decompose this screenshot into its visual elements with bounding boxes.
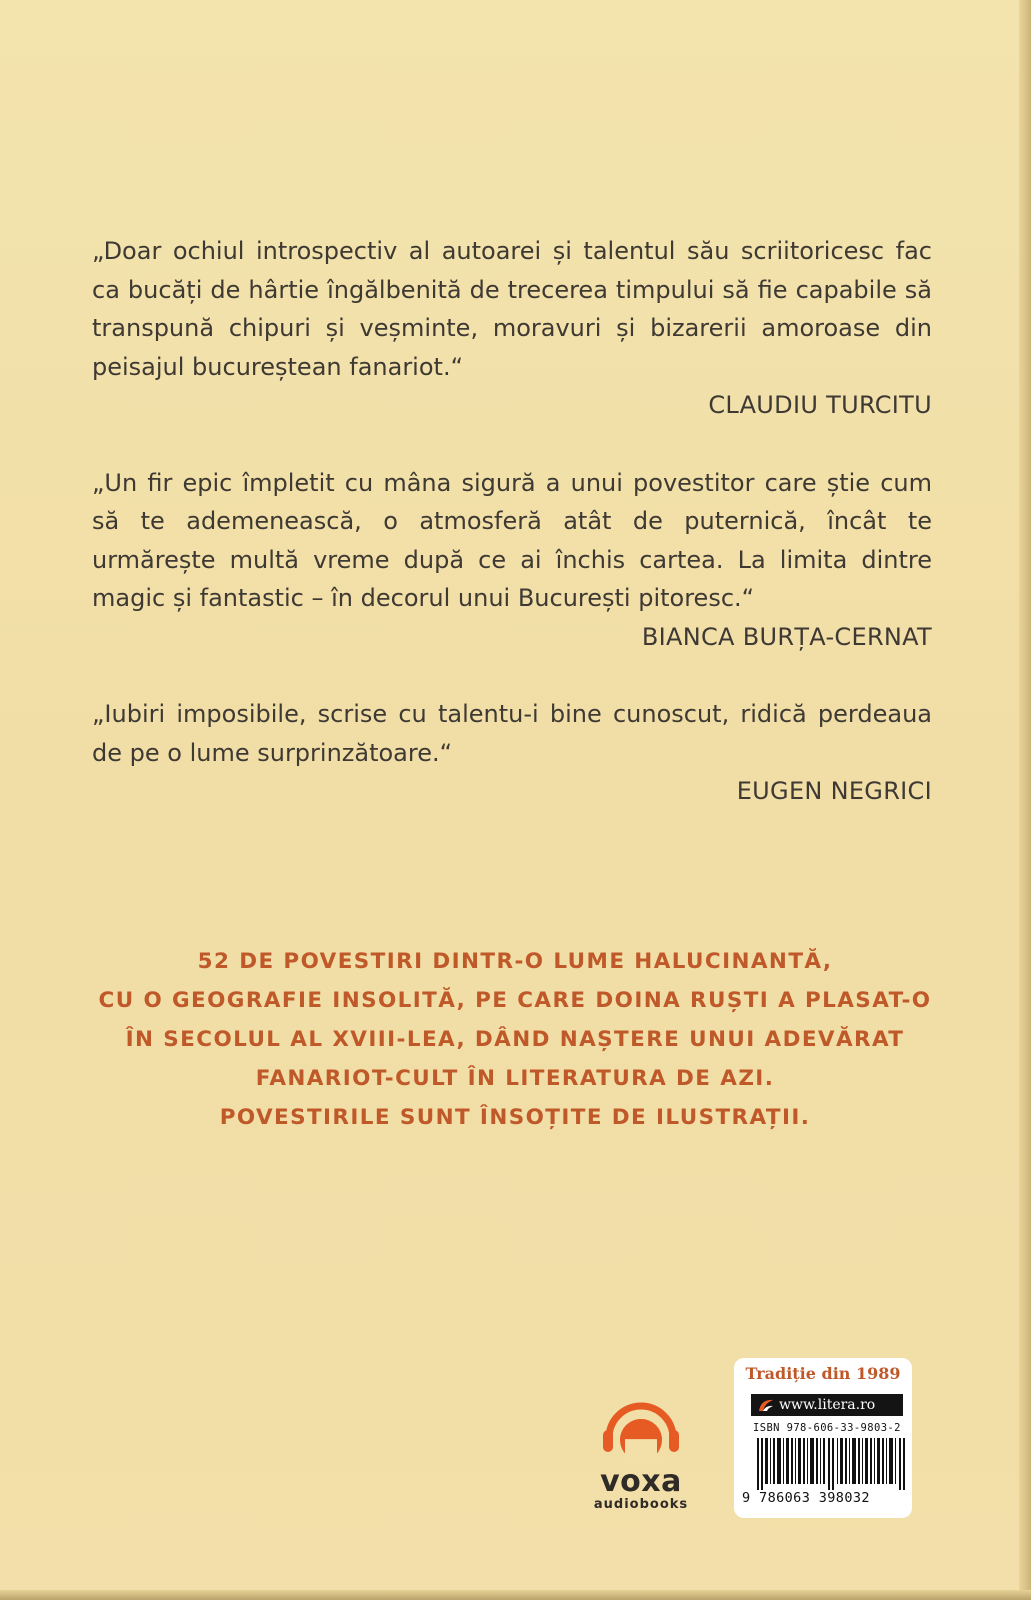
cover-edge-bottom [0,1590,1031,1600]
logo-wordmark: voxa [600,1464,682,1499]
quote-author: EUGEN NEGRICI [736,777,932,805]
tradition-text: Tradiție din 1989 [745,1364,901,1383]
quote-text: „Un fir epic împletit cu mâna sigură a unui povestitor care știe cum să te ademenească, o atmosferă atât de puternică, încât te urmărește multă vreme după ce ai închis cartea. La limita dintre magic și fantastic – în decorul unui București pitoresc.“ [92,468,932,612]
review-quote [92,232,932,425]
website-bar[interactable] [751,1394,903,1416]
quote-text: „Doar ochiul introspectiv al autoarei și talentul său scriitoricesc fac ca bucăți de hârtie îngălbenită de trecerea timpului să fie capabile să transpună chipuri și veșminte, moravuri și bizarerii amoroase din peisajul bucureștean fanariot.“ [92,237,932,381]
review-quote [92,695,932,811]
publisher-label [734,1358,912,1518]
blurb-line: CU O GEOGRAFIE INSOLITĂ, PE CARE DOINA RUȘTI A PLASAT-O [98,988,932,1013]
barcode-digits: 9 786063 398032 [742,1490,870,1506]
quote-author: CLAUDIU TURCITU [708,391,932,419]
blurb-line: POVESTIRILE SUNT ÎNSOȚITE DE ILUSTRAȚII. [219,1105,811,1130]
voxa-logo [589,1390,693,1520]
quote-text: „Iubiri imposibile, scrise cu talentu-i bine cunoscut, ridică perdeaua de pe o lume surprinzătoare.“ [92,700,932,767]
barcode-icon [757,1438,905,1490]
quote-author: BIANCA BURȚA-CERNAT [641,622,932,651]
review-quote [92,464,932,657]
blurb-line: 52 DE POVESTIRI DINTR-O LUME HALUCINANTĂ, [197,949,833,974]
review-quotes [92,232,932,811]
website-link[interactable]: www.litera.ro [779,1397,876,1413]
blurb-line: ÎN SECOLUL AL XVIII-LEA, DÂND NAȘTERE UNUI ADEVĂRAT [125,1027,905,1052]
cover-edge-right [1019,0,1031,1600]
litera-logo-icon [757,1397,775,1413]
book-blurb [95,942,935,1137]
headphones-icon [599,1390,683,1464]
logo-subtitle: audiobooks [593,1497,689,1512]
blurb-line: FANARIOT-CULT ÎN LITERATURA DE AZI. [255,1066,775,1091]
isbn-text: ISBN 978-606-33-9803-2 [753,1422,901,1434]
